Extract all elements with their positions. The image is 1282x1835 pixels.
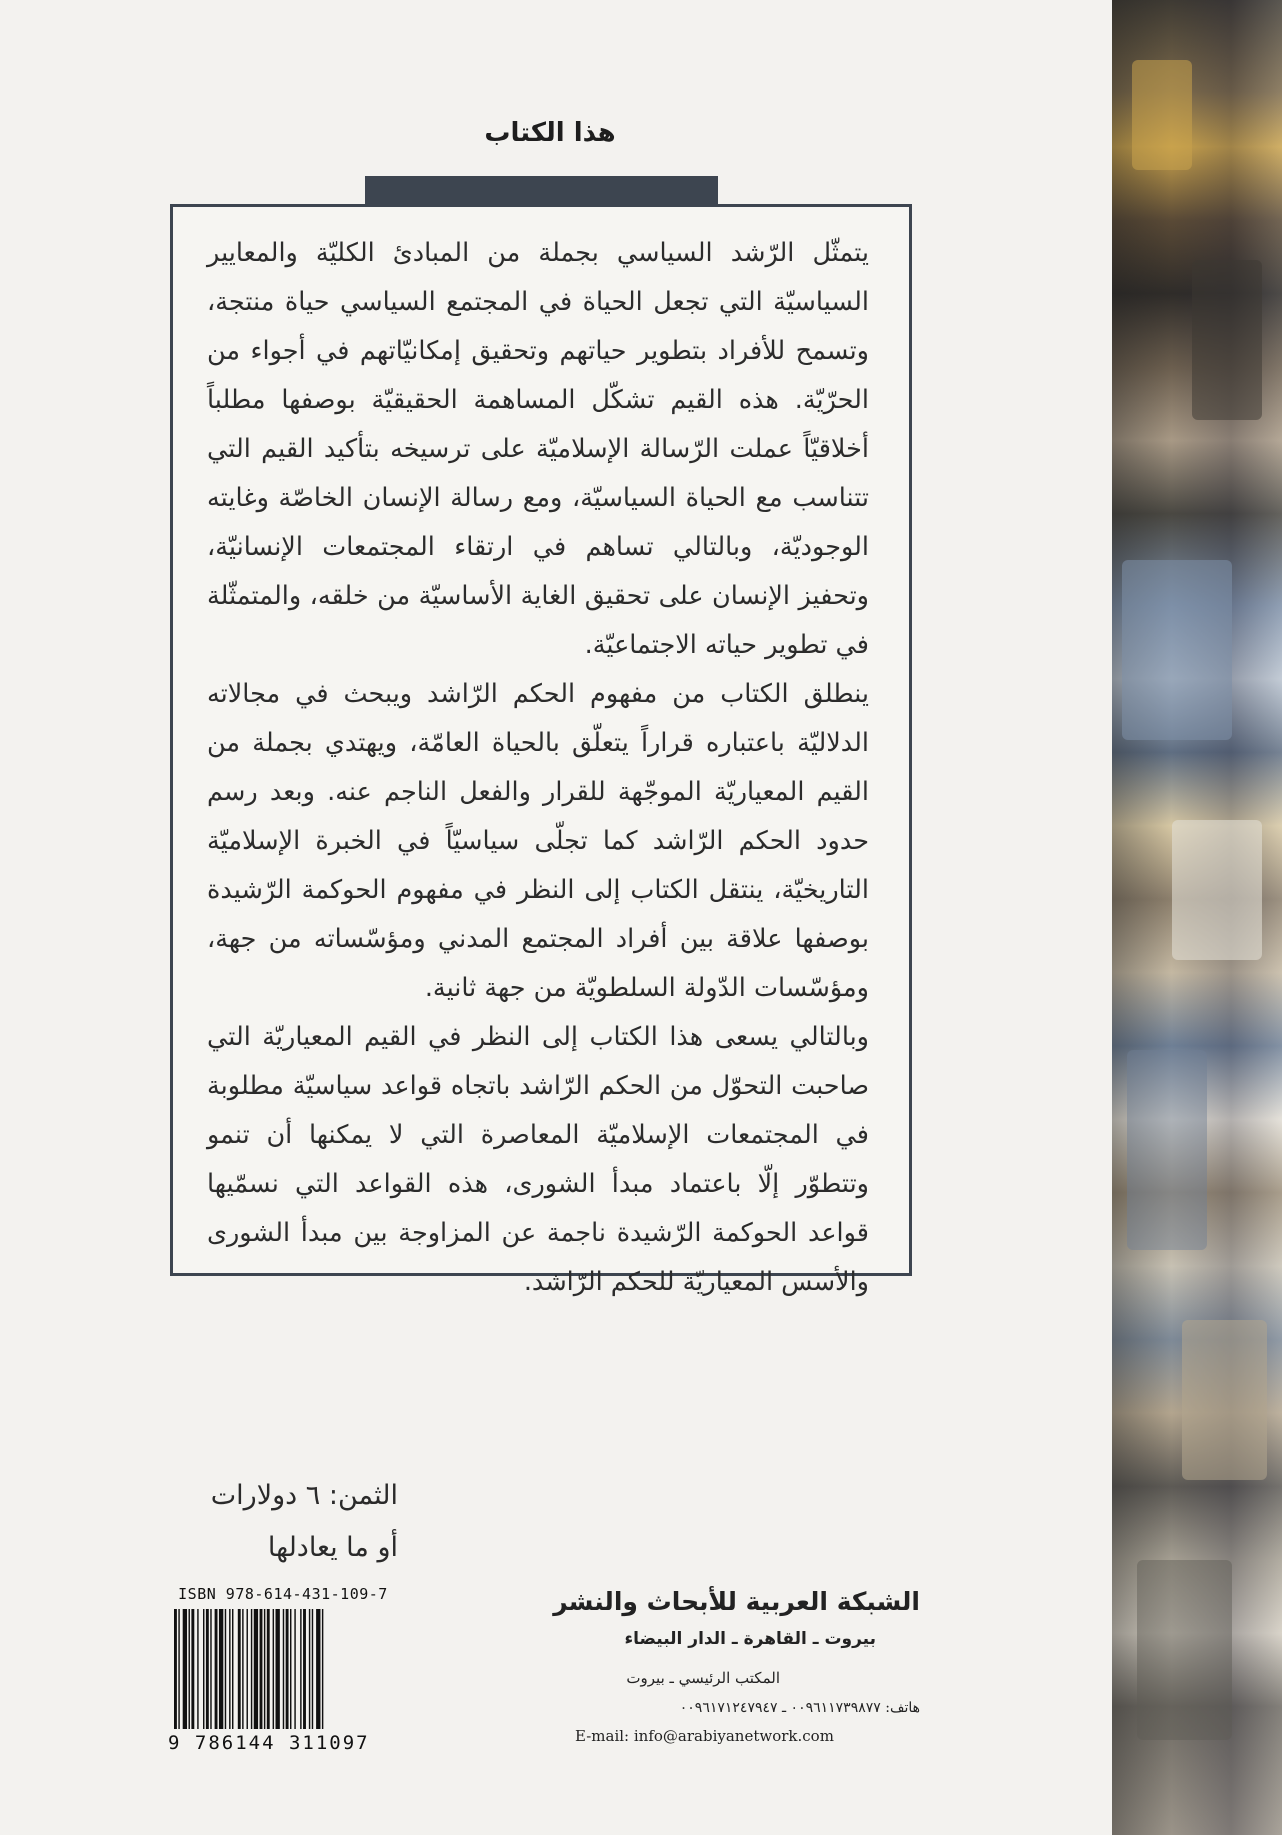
isbn-barcode: [168, 1585, 398, 1755]
isbn-number: ISBN 978-614-431-109-7: [178, 1585, 388, 1603]
blurb-paragraph-3: وبالتالي يسعى هذا الكتاب إلى النظر في القيم المعياريّة التي صاحبت التحوّل من الحكم الرّاشد باتجاه قواعد سياسيّة مطلوبة في المجتمعات الإسلاميّة المعاصرة التي لا يمكنها أن تنمو وتتطوّر إلّا باعتماد مبدأ الشورى، هذه القواعد التي نسمّيها قواعد الحوكمة الرّشيدة ناجمة عن المزاوجة بين مبدأ الشورى والأسس المعياريّة للحكم الرّاشد.: [207, 1022, 869, 1297]
barcode-bar: [210, 1609, 211, 1729]
barcode-bar: [183, 1609, 187, 1729]
barcode-bar: [312, 1609, 313, 1729]
section-heading: هذا الكتاب: [484, 118, 616, 148]
barcode-bar: [225, 1609, 226, 1729]
barcode-bar: [247, 1609, 248, 1729]
barcode-bar: [251, 1609, 252, 1729]
publisher-office: المكتب الرئيسي ـ بيروت: [626, 1669, 780, 1687]
barcode-bar: [215, 1609, 218, 1729]
barcode-bar: [300, 1609, 301, 1729]
price-block: [168, 1470, 398, 1574]
barcode-bar: [242, 1609, 243, 1729]
publisher-phone: هاتف: ٠٠٩٦١١٧٣٩٨٧٧ ـ ٠٠٩٦١٧١٢٤٧٩٤٧: [679, 1700, 920, 1716]
barcode-bar: [219, 1609, 223, 1729]
barcode-bar: [316, 1609, 320, 1729]
price-line: الثمن: ٦ دولارات: [210, 1480, 398, 1511]
barcode-bar: [229, 1609, 230, 1729]
publisher-block: [520, 1582, 920, 1750]
barcode-bar: [260, 1609, 263, 1729]
barcode-bar: [322, 1609, 323, 1729]
blurb-paragraph-1: يتمثّل الرّشد السياسي بجملة من المبادئ الكليّة والمعايير السياسيّة التي تجعل الحياة في المجتمع السياسي حياة منتجة، وتسمح للأفراد بتطوير حياتهم وتحقيق إمكانيّاتهم في أجواء من الحرّيّة. هذه القيم تشكّل المساهمة الحقيقيّة بوصفها مطلباً أخلاقيّاً عملت الرّسالة الإسلاميّة على ترسيخه بتأكيد القيم التي تتناسب مع الحياة السياسيّة، ومع رسالة الإنسان الخاصّة وغايته الوجوديّة، وبالتالي تساهم في ارتقاء المجتمعات الإنسانيّة، وتحفيز الإنسان على تحقيق الغاية الأساسيّة من خلقه، والمتمثّلة في تطوير حياته الاجتماعيّة.: [207, 238, 869, 660]
cover-artwork-strip: [1112, 0, 1282, 1835]
barcode-bar: [294, 1609, 295, 1729]
barcode-digits: 9 786144 311097: [168, 1732, 370, 1754]
barcode-bar: [206, 1609, 209, 1729]
barcode-bar: [290, 1609, 291, 1729]
barcode-bar: [203, 1609, 204, 1729]
barcode-bar: [197, 1609, 198, 1729]
blurb-box: [170, 204, 912, 1297]
publisher-name: الشبكة العربية للأبحاث والنشر: [553, 1587, 920, 1616]
blurb-paragraph-2: ينطلق الكتاب من مفهوم الحكم الرّاشد ويبحث في مجالاته الدلاليّة باعتباره قراراً يتعلّق بالحياة العامّة، ويهتدي بجملة من القيم المعياريّة الموجّهة للقرار والفعل الناجم عنه. وبعد رسم حدود الحكم الرّاشد كما تجلّى سياسيّاً في الخبرة الإسلاميّة التاريخيّة، ينتقل الكتاب إلى النظر في مفهوم الحوكمة الرّشيدة بوصفها علاقة بين أفراد المجتمع المدني ومؤسّساته من جهة، ومؤسّسات الدّولة السلطويّة من جهة ثانية.: [207, 679, 869, 1003]
barcode-bar: [283, 1609, 284, 1729]
barcode-bar: [189, 1609, 190, 1729]
barcode-bar: [174, 1609, 177, 1729]
barcode-bar: [232, 1609, 233, 1729]
barcode-bar: [267, 1609, 270, 1729]
publisher-cities: بيروت ـ القاهرة ـ الدار البيضاء: [624, 1629, 876, 1649]
barcode-bar: [276, 1609, 280, 1729]
barcode-bars: [172, 1609, 394, 1729]
barcode-bar: [238, 1609, 241, 1729]
barcode-bar: [178, 1609, 179, 1729]
heading-bar: [365, 176, 718, 204]
barcode-bar: [309, 1609, 310, 1729]
price-equivalent-line: أو ما يعادلها: [267, 1532, 398, 1563]
barcode-bar: [273, 1609, 274, 1729]
publisher-email: E-mail: info@arabiyanetwork.com: [575, 1727, 834, 1745]
barcode-bar: [303, 1609, 306, 1729]
barcode-bar: [286, 1609, 289, 1729]
barcode-bar: [254, 1609, 258, 1729]
barcode-bar: [264, 1609, 265, 1729]
barcode-bar: [191, 1609, 194, 1729]
